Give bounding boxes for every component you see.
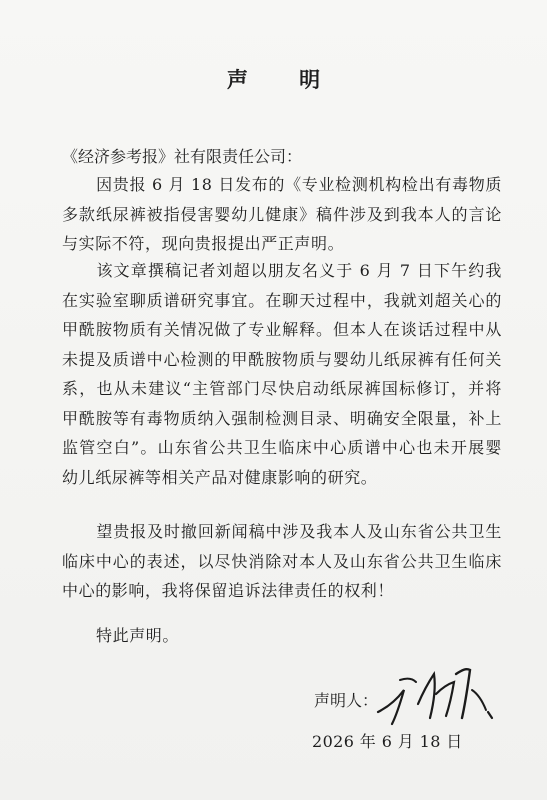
paragraph-3-text: 望贵报及时撤回新闻稿中涉及我本人及山东省公共卫生临床中心的表述，以尽快消除对本人及山东省公共卫生临床中心的影响，我将保留追诉法律责任的权利！ bbox=[62, 522, 502, 600]
paragraph-4 bbox=[62, 621, 502, 651]
paragraph-3 bbox=[62, 517, 502, 606]
paragraph-1-text: 因贵报 6 月 18 日发布的《专业检测机构检出有毒物质多款纸尿裤被指侵害婴幼儿健康》稿件涉及到我本人的言论与实际不符，现向贵报提出严正声明。 bbox=[62, 175, 502, 253]
statement-date: 2026 年 6 月 18 日 bbox=[312, 732, 463, 751]
paragraph-2 bbox=[62, 256, 502, 492]
handwritten-signature-icon bbox=[370, 660, 500, 730]
salutation: 《经济参考报》社有限责任公司： bbox=[62, 147, 303, 166]
page-title: 声 明 bbox=[226, 67, 343, 92]
paragraph-2-text: 该文章撰稿记者刘超以朋友名义于 6 月 7 日下午约我在实验室聊质谱研究事宜。在聊天过程中，我就刘超关心的甲酰胺物质有关情况做了专业解释。但本人在谈话过程中从未提及质谱中心检测的甲酰胺物质与婴幼儿纸尿裤有任何关系，也从未建议“主管部门尽快启动纸尿裤国标修订，并将甲酰胺等有毒物质纳入强制检测目录、明确安全限量，补上监管空白”。山东省公共卫生临床中心质谱中心也未开展婴幼儿纸尿裤等相关产品对健康影响的研究。 bbox=[62, 261, 502, 487]
paragraph-4-text: 特此声明。 bbox=[96, 626, 180, 645]
signature-label: 声明人： bbox=[314, 691, 379, 710]
paragraph-1 bbox=[62, 170, 502, 259]
